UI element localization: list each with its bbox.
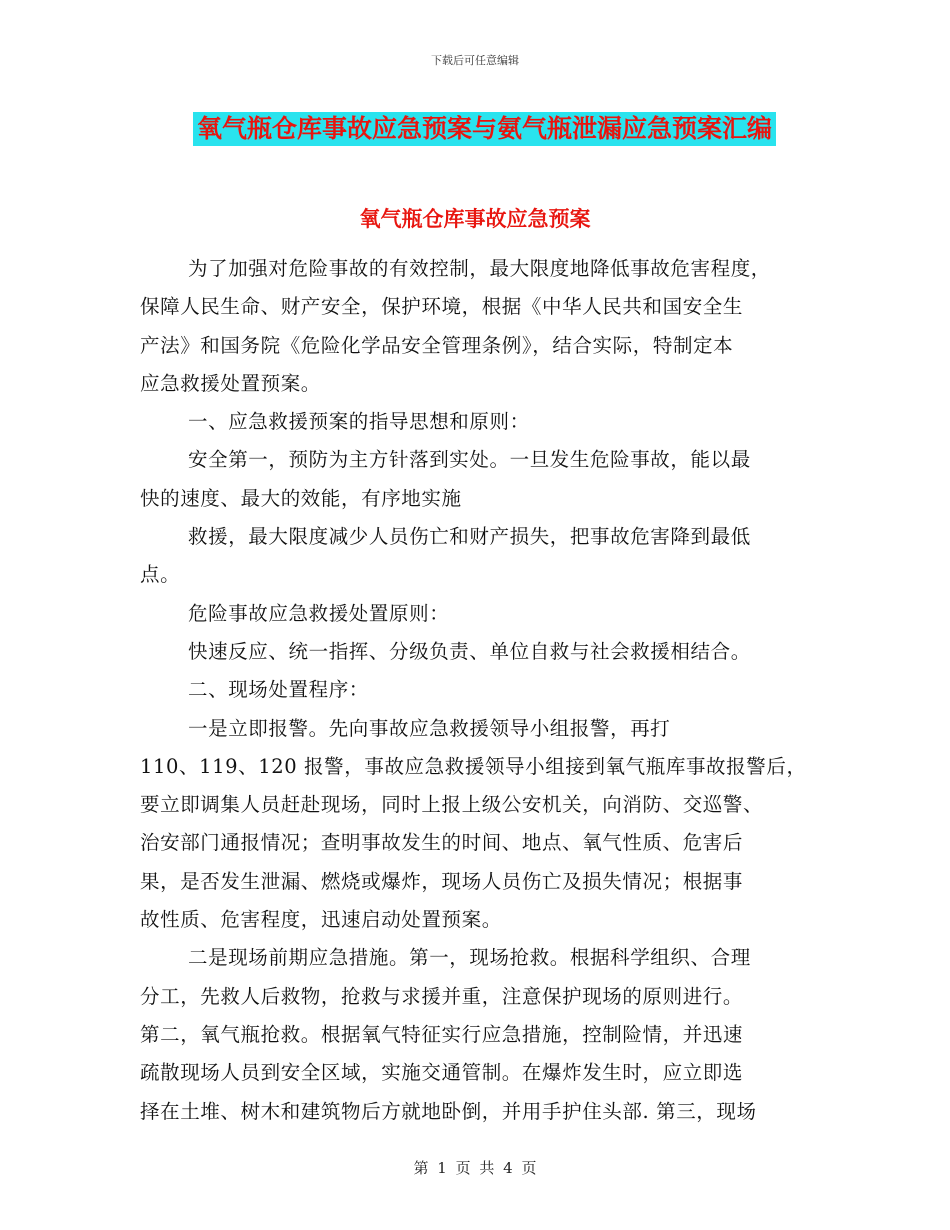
- paragraph-line: 快的速度、最大的效能，有序地实施: [140, 486, 462, 510]
- paragraph-line: 产法》和国务院《危险化学品安全管理条例》，结合实际，特制定本: [140, 333, 734, 357]
- section-title: 氧气瓶仓库事故应急预案: [359, 206, 591, 231]
- paragraph-line: 分工，先救人后救物，抢救与求援并重，注意保护现场的原则进行。: [140, 984, 744, 1008]
- paragraph-line: 一、应急救援预案的指导思想和原则：: [188, 410, 530, 434]
- paragraph-line: 安全第一，预防为主方针落到实处。一旦发生危险事故，能以最: [188, 448, 751, 472]
- paragraph-line: 第二，氧气瓶抢救。根据氧气特征实行应急措施，控制险情，并迅速: [140, 1022, 744, 1046]
- paragraph-line: 110、119、120 报警，事故应急救援领导小组接到氧气瓶库事故报警后，: [140, 754, 807, 778]
- paragraph-line: 应急救援处置预案。: [140, 371, 321, 395]
- paragraph-line: 果，是否发生泄漏、燃烧或爆炸，现场人员伤亡及损失情况；根据事: [140, 869, 744, 893]
- paragraph-line: 二、现场处置程序：: [188, 678, 369, 702]
- paragraph-line: 一是立即报警。先向事故应急救援领导小组报警，再打: [188, 716, 671, 740]
- paragraph-line: 救援，最大限度减少人员伤亡和财产损失，把事故危害降到最低: [188, 525, 751, 549]
- paragraph-line: 快速反应、统一指挥、分级负责、单位自救与社会救援相结合。: [188, 639, 751, 663]
- paragraph-line: 要立即调集人员赶赴现场，同时上报上级公安机关，向消防、交巡警、: [140, 793, 764, 817]
- page-number-footer: 第 1 页 共 4 页: [413, 1159, 537, 1177]
- document-title: 氧气瓶仓库事故应急预案与氨气瓶泄漏应急预案汇编: [193, 112, 776, 146]
- header-note: 下载后可任意编辑: [431, 54, 519, 67]
- paragraph-line: 为了加强对危险事故的有效控制，最大限度地降低事故危害程度，: [188, 257, 771, 280]
- paragraph-line: 故性质、危害程度，迅速启动处置预案。: [140, 908, 502, 932]
- paragraph-line: 危险事故应急救援处置原则：: [188, 601, 450, 625]
- document-body: [140, 250, 820, 1131]
- paragraph-line: 择在土堆、树木和建筑物后方就地卧倒，并用手护住头部. 第三，现场: [140, 1099, 757, 1123]
- paragraph-line: 疏散现场人员到安全区域，实施交通管制。在爆炸发生时，应立即选: [140, 1061, 744, 1085]
- paragraph-line: 保障人民生命、财产安全，保护环境，根据《中华人民共和国安全生: [140, 295, 744, 319]
- paragraph-line: 点。: [140, 563, 181, 587]
- paragraph-line: 治安部门通报情况；查明事故发生的时间、地点、氧气性质、危害后: [140, 831, 744, 855]
- paragraph-line: 二是现场前期应急措施。第一，现场抢救。根据科学组织、合理: [188, 946, 751, 970]
